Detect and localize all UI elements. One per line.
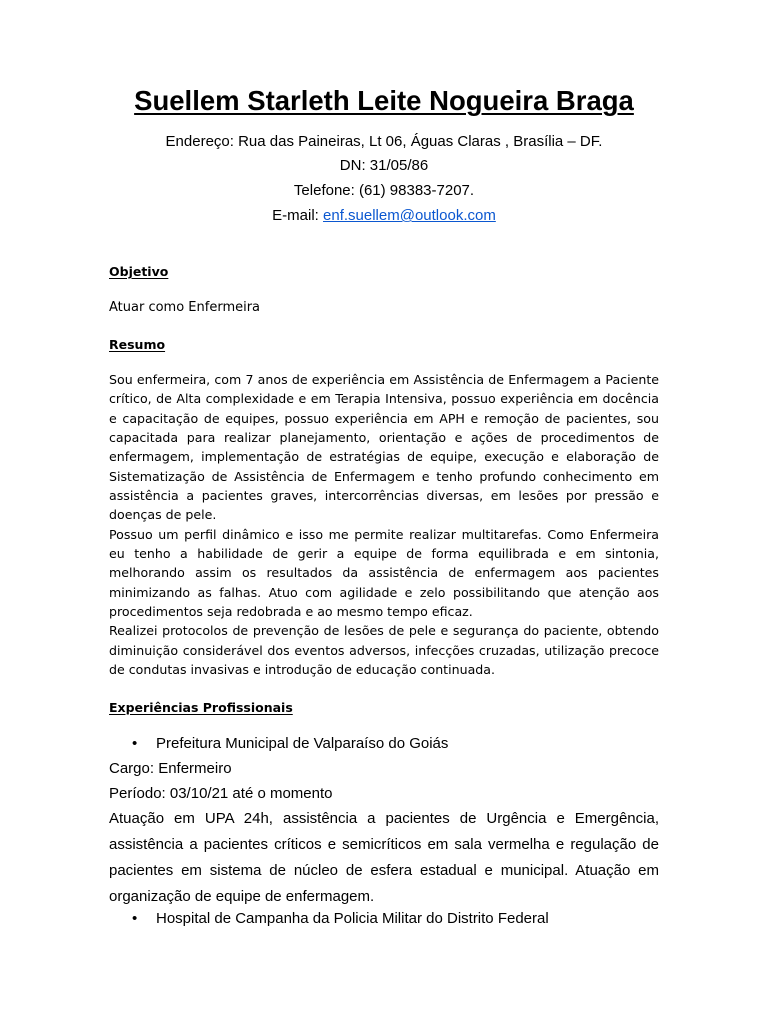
resumo-heading: Resumo	[109, 337, 166, 352]
resumo-paragraph: Possuo um perfil dinâmico e isso me permite realizar multitarefas. Como Enfermeira eu tenho a habilidade de gerir a equipe de forma equilibrada e em sintonia, melhorando assim os resultados da assistência de enfermagem aos pacientes minimizando as falhas. Atuo com agilidade e zelo possibilitando que atenção aos procedimentos seja redobrada e ao mesmo tempo eficaz.	[109, 526, 659, 620]
resumo-paragraph: Realizei protocolos de prevenção de lesões de pele e segurança do paciente, obtendo diminuição considerável dos eventos adversos, infecções cruzadas, utilização precoce de condutas invasivas e introdução de educação continuada.	[109, 623, 659, 678]
objetivo-text: Atuar como Enfermeira	[109, 300, 261, 315]
bullet-icon: •	[132, 910, 138, 927]
birth-date-line: DN: 31/05/86	[339, 157, 429, 174]
resumo-paragraph: Sou enfermeira, com 7 anos de experiência em Assistência de Enfermagem a Paciente crítico, de Alta complexidade e em Terapia Intensiva, possuo experiência em docência e capacitação de equipes, possuo experiência em APH e remoção de pacientes, sou capacitada para realizar planejamento, orientação e ações de procedimentos de enfermagem, implementação de estratégias de equipe, execução e elaboração de Sistematização de Assistência de Enfermagem e tenho profundo conhecimento em assistência a pacientes graves, intercorrências diversas, em lesões por pressão e doenças de pele.	[109, 372, 659, 523]
employer-name: Prefeitura Municipal de Valparaíso do Goiás	[156, 735, 449, 752]
experience-periodo: Período: 03/10/21 até o momento	[109, 785, 333, 802]
candidate-name: Suellem Starleth Leite Nogueira Braga	[134, 85, 634, 116]
address-line: Endereço: Rua das Paineiras, Lt 06, Águas Claras , Brasília – DF.	[165, 133, 603, 150]
objetivo-heading: Objetivo	[109, 264, 169, 279]
experience-description: Atuação em UPA 24h, assistência a pacientes de Urgência e Emergência, assistência a pacientes críticos e semicríticos em sala vermelha e regulação de pacientes em sistema de núcleo de esfera estadual e municipal. Atuação em organização de equipe de enfermagem.	[109, 810, 659, 905]
employer-name: Hospital de Campanha da Policia Militar do Distrito Federal	[156, 910, 549, 927]
email-label: E-mail:	[272, 207, 324, 224]
phone-line: Telefone: (61) 98383-7207.	[293, 182, 475, 199]
bullet-icon: •	[132, 735, 138, 752]
experience-cargo: Cargo: Enfermeiro	[109, 760, 232, 777]
resumo-body	[109, 370, 659, 680]
experiencias-heading: Experiências Profissionais	[109, 700, 293, 715]
experience-item-employer	[132, 909, 549, 929]
email-link[interactable]: enf.suellem@outlook.com	[323, 207, 496, 224]
experience-item-employer	[132, 734, 448, 754]
email-line	[0, 206, 768, 226]
